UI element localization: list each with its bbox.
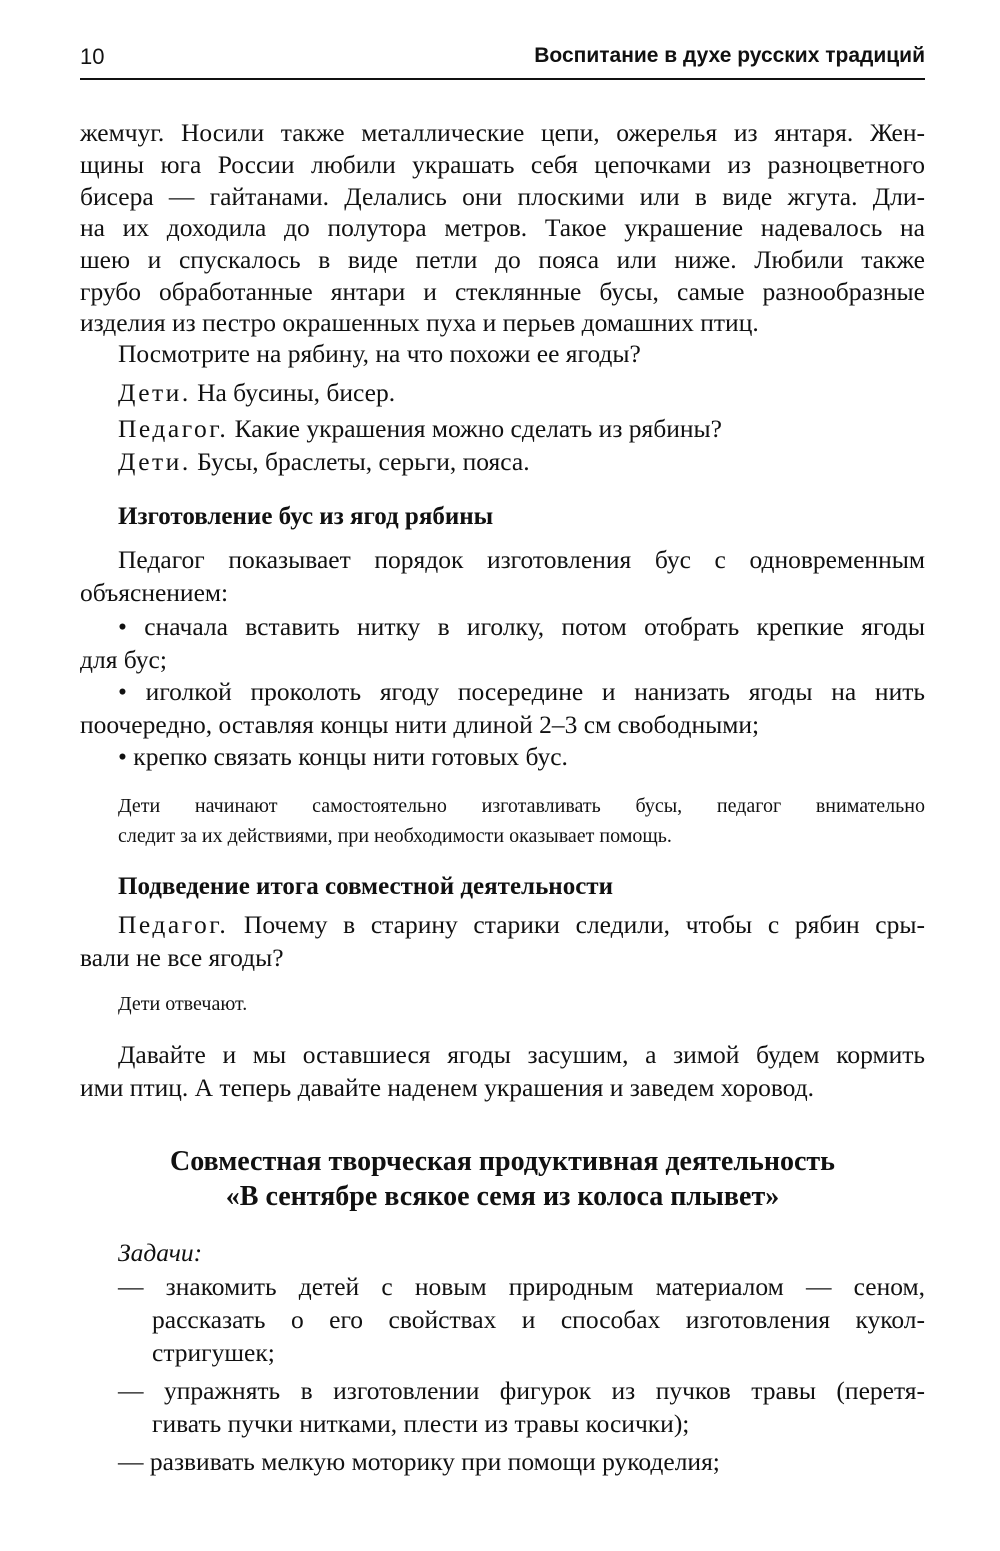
line-text: следит за их действиями, при необходимости оказывает помощь. xyxy=(118,825,672,847)
speaker-label: Дети. xyxy=(118,447,191,476)
line-text: Подведение итога совместной деятельности xyxy=(118,873,613,900)
line-text: стригушек; xyxy=(152,1338,275,1367)
line-text: шею и спускалось в виде петли до пояса или ниже. Любили также xyxy=(80,245,925,274)
line-text: Изготовление бус из ягод рябины xyxy=(118,503,494,530)
list-item xyxy=(80,644,167,676)
line-text: гивать пучки нитками, плести из травы косички); xyxy=(152,1409,690,1438)
line-text: • крепко связать концы нити готовых бус. xyxy=(118,742,568,771)
list-item xyxy=(80,709,759,741)
speaker-label: Дети. xyxy=(118,378,191,407)
line-text: рассказать о его свойствах и способах изготовления кукол- xyxy=(152,1305,925,1334)
line-text: — знакомить детей с новым природным материалом — сеном, xyxy=(118,1272,925,1301)
list-item xyxy=(118,676,925,708)
line-text: На бусины, бисер. xyxy=(190,378,396,407)
speaker-label: Педагог. xyxy=(118,414,229,443)
header-rule xyxy=(80,78,925,80)
task-item xyxy=(152,1337,275,1369)
line-text: Совместная творческая продуктивная деятельность xyxy=(170,1146,835,1177)
paragraph-line xyxy=(118,544,925,576)
line-text: для бус; xyxy=(80,645,167,674)
paragraph-line xyxy=(118,338,641,370)
line-text: на их доходила до полутора метров. Такое украшение надевалось на xyxy=(80,213,925,242)
line-text: Педагог показывает порядок изготовления бус с одновременным xyxy=(118,545,925,574)
tasks-label xyxy=(118,1237,202,1269)
note-line xyxy=(118,790,925,822)
paragraph-line xyxy=(80,181,925,213)
line-text: Давайте и мы оставшиеся ягоды засушим, а зимой будем кормить xyxy=(118,1040,925,1069)
paragraph-line xyxy=(80,577,228,609)
line-text: бисера — гайтанами. Делались они плоскими или в виде жгута. Дли- xyxy=(80,182,925,211)
paragraph-line xyxy=(80,212,925,244)
line-text: «В сентябре всякое семя из колоса плывет» xyxy=(225,1181,780,1212)
paragraph-line xyxy=(80,1072,814,1104)
dialogue-line xyxy=(118,413,722,445)
paragraph-line xyxy=(80,307,759,339)
line-text: изделия из пестро окрашенных пуха и перьев домашних птиц. xyxy=(80,308,759,337)
line-text: Посмотрите на рябину, на что похожи ее ягоды? xyxy=(118,339,641,368)
speaker-label: Педагог. xyxy=(118,910,229,939)
dialogue-line xyxy=(118,909,925,941)
line-text: Дети начинают самостоятельно изготавливать бусы, педагог внимательно xyxy=(118,795,925,817)
list-item xyxy=(118,741,568,773)
paragraph-line xyxy=(80,244,925,276)
note-line xyxy=(118,988,247,1020)
line-text: Бусы, браслеты, серьги, пояса. xyxy=(190,447,530,476)
paragraph-line xyxy=(80,149,925,181)
page-number: 10 xyxy=(80,44,105,69)
line-text: грубо обработанные янтари и стеклянные бусы, самые разнообразные xyxy=(80,277,925,306)
task-item xyxy=(118,1271,925,1303)
line-text: • сначала вставить нитку в иголку, потом отобрать крепкие ягоды xyxy=(118,612,925,641)
task-item xyxy=(152,1408,689,1440)
dialogue-line xyxy=(118,446,530,478)
dialogue-line xyxy=(118,377,395,409)
line-text: • иголкой проколоть ягоду посередине и нанизать ягоды на нить xyxy=(118,677,925,706)
line-text: Почему в старину старики следили, чтобы с рябин сры- xyxy=(228,910,925,939)
chapter-heading xyxy=(80,1146,925,1178)
section-heading xyxy=(118,871,613,903)
line-text: Задачи: xyxy=(118,1238,203,1267)
task-item xyxy=(152,1304,925,1336)
line-text: поочередно, оставляя концы нити длиной 2–3 см свободными; xyxy=(80,710,760,739)
line-text: вали не все ягоды? xyxy=(80,943,284,972)
chapter-heading xyxy=(80,1181,925,1213)
note-line xyxy=(118,820,672,852)
line-text: Какие украшения можно сделать из рябины? xyxy=(228,414,722,443)
section-heading xyxy=(118,501,493,533)
paragraph-line xyxy=(80,276,925,308)
line-text: щины юга России любили украшать себя цепочками из разноцветного xyxy=(80,150,925,179)
line-text: — упражнять в изготовлении фигурок из пучков травы (перетя- xyxy=(118,1376,925,1405)
line-text: — развивать мелкую моторику при помощи рукоделия; xyxy=(118,1447,720,1476)
line-text: объяснением: xyxy=(80,578,229,607)
line-text: Дети отвечают. xyxy=(118,993,248,1015)
running-title: Воспитание в духе русских традиций xyxy=(534,44,925,67)
task-item xyxy=(118,1375,925,1407)
paragraph-line xyxy=(80,942,284,974)
list-item xyxy=(118,611,925,643)
paragraph-line xyxy=(80,117,925,149)
line-text: ими птиц. А теперь давайте наденем украшения и заведем хоровод. xyxy=(80,1073,815,1102)
line-text: жемчуг. Носили также металлические цепи, ожерелья из янтаря. Жен- xyxy=(80,118,925,147)
task-item xyxy=(118,1446,720,1478)
paragraph-line xyxy=(118,1039,925,1071)
